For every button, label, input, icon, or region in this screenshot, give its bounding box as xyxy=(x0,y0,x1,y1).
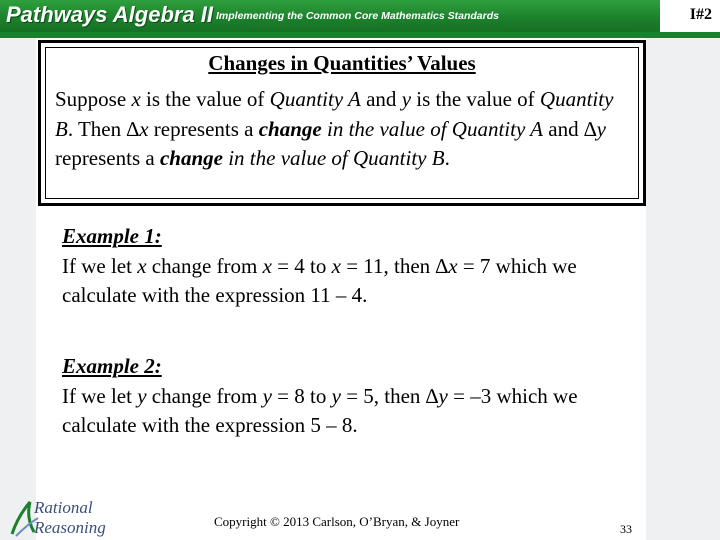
page-number: 33 xyxy=(620,522,632,536)
slide-id-area xyxy=(660,0,720,32)
header-banner xyxy=(0,0,720,32)
example-1-title: Example 1: xyxy=(62,224,162,248)
rational-reasoning-logo xyxy=(8,494,130,538)
left-margin-band xyxy=(0,38,36,540)
example-1 xyxy=(62,222,642,311)
header-divider xyxy=(0,32,720,38)
example-1-text: If we let x change from x = 4 to x = 11, then ∆x = 7 which we calculate with the expression 11 – 4. xyxy=(62,253,577,307)
copyright-notice: Copyright © 2013 Carlson, O’Bryan, & Joyner xyxy=(214,514,460,529)
course-title: Pathways Algebra II xyxy=(6,2,214,27)
example-2-text: If we let y change from y = 8 to y = 5, then ∆y = –3 which we calculate with the expression 5 – 8. xyxy=(62,383,578,437)
slide-id: I#2 xyxy=(689,6,712,23)
definition-title: Changes in Quantities’ Values xyxy=(208,51,476,75)
logo-line-1: Rational xyxy=(34,498,93,517)
example-2-title: Example 2: xyxy=(62,354,162,378)
definition-box xyxy=(38,40,646,206)
logo-line-2: Reasoning xyxy=(34,518,106,537)
definition-text: Suppose x is the value of Quantity A and y is the value of Quantity B. Then ∆x represents a change in the value of Quantity A and ∆y represents a change in the value of Quantity B. xyxy=(55,87,614,170)
right-margin-band xyxy=(646,38,720,540)
course-subtitle: Implementing the Common Core Mathematics Standards xyxy=(216,10,499,22)
example-2 xyxy=(62,352,642,441)
